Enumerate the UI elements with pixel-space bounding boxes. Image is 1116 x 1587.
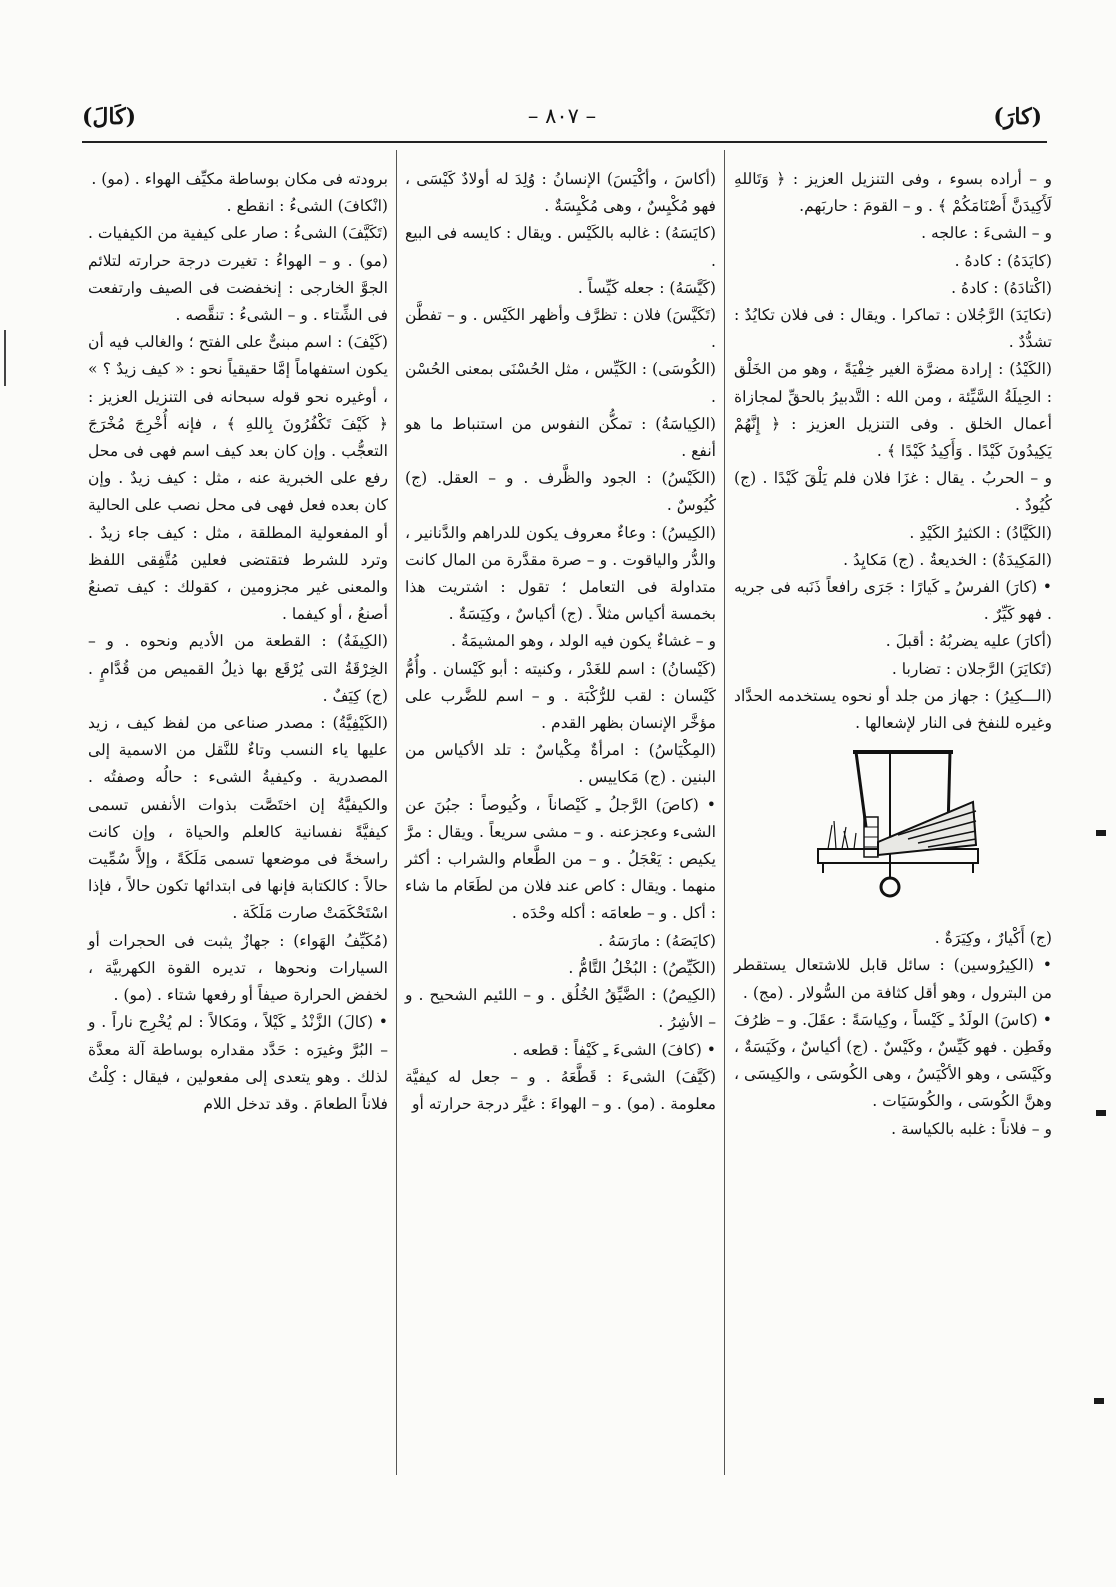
entry-paragraph: (المِكْيَاسُ) : امرأةٌ مِكْياسٌ : تلد الأكياس من البنين . (ج) مَكاييس . [405, 741, 716, 787]
entry-paragraph: • (كاصَ) الرَّجلُ ـِ كَيْصاناً ، وكُيوصاً : جبُنَ عن الشىء وعجزعنه . و – مشى سريعاً . ويقال : مرَّ يكيص : يَعْجَلُ . و – من الطَّعام والشراب : أكثر منهما . ويقال : كاص عند فلان من لطَعَام ما شاء : أكل . و – طعامَه : أكله وحْدَه . [405, 795, 716, 923]
entry-paragraph: (اكْتادَهُ) : كادهُ . [951, 278, 1052, 297]
margin-mark [1096, 1110, 1106, 1116]
entry-paragraph: (الـــكِيرُ) : جهاز من جلد أو نحوه يستخدمه الحدَّاد وغيره للنفخ فى النار لإشعالها . [734, 686, 1052, 733]
entry-paragraph: • (الكِيرُوسين) : سائل قابل للاشتعال يستقطر من البترول ، وهو أقل كثافة من السُّولار . (مج) . [734, 956, 1052, 1002]
entry-paragraph: • (كاسَ) الولَدُ ـِ كَيْساً ، وكِياسَةً : عقَلَ. و – ظرُفَ وفَطِن . فهو كَيِّسٌ ، وكَيْسٌ . (ج) أكياسٌ ، وكَيَسَةٌ ، وكَيْسَى ، وهو الأكْيَسُ ، وهى الكُوسَى ، والكِيسَى ، وهنَّ الكُوسَى ، والكُوسَيَات . [734, 1010, 1052, 1111]
entry-paragraph: (الكَيْدُ) : إرادة مضرَّة الغير خِفْيَةً ، وهو من الخَلْق : الحِيلَةُ السَّيِّئة ، ومن الله : التَّدبيرُ بالحقِّ لمجازاة أعمال الخلق . وفى التنزيل العزيز : ﴿ إِنَّهُمْ يَكِيدُونَ كَيْدًا . وَأَكِيدُ كَيْدًا ﴾ . [734, 360, 1052, 461]
entry-paragraph: (تَكايَرَ) الرَّجلان : تضاربا . [891, 659, 1052, 678]
entry-paragraph: و – الشىءَ : عالجه . [921, 224, 1052, 243]
entry-paragraph: • (كالَ) الزَّنْدُ ـِ كَيْلاً ، ومَكالاً : لم يُخْرِج ناراً . و – البُرَّ وغيرَه : حَدَّد مقداره بوساطة آلة معدَّة لذلك . وهو يتعدى إلى مفعولين ، فيقال : كِلْتُ فلاناً الطعامَ . وقد تدخل اللام [88, 1013, 388, 1113]
bellows-drawing [798, 747, 988, 905]
column-left [88, 166, 388, 1118]
column-middle [405, 166, 716, 1118]
entry-paragraph: (الكَيَّادُ) : الكثيرُ الكَيْدِ . [909, 523, 1052, 542]
entry-paragraph: (ج) أَكْيارٌ ، وكِيَرَةٌ . [934, 929, 1052, 948]
margin-mark [1094, 1398, 1104, 1404]
entry-paragraph: (الكِيسُ) : وعاءٌ معروف يكون للدراهم والدَّنانير ، والدُّر والياقوت . و – صرة مقدَّرة من المال كانت متداولة فى التعامل ؛ تقول : اشتريت هذا بخمسة أكياس مثلاً . (ج) أكياسٌ ، وكِيَسَةٌ . [405, 523, 716, 624]
entry-paragraph: و – أراده بسوء ، وفى التنزيل العزيز : ﴿ وَتَاللهِ لَأَكِيدَنَّ أَصْنَامَكُمْ ﴾ . و – القومَ : حاربَهم. [734, 170, 1052, 216]
header-left-entry: (كَالَ) [82, 104, 136, 130]
entry-paragraph: (أكارَ) عليه يضربُهُ : أقبلَ . [885, 632, 1052, 651]
entry-paragraph: (الكَيْسُ) : الجود والظَّرف . و – العقل. (ج) كُيُوسٌ . [405, 469, 716, 515]
entry-paragraph: (انْكافَ) الشىءُ : انقطع . [226, 197, 388, 216]
header-rule [82, 141, 1047, 143]
entry-paragraph: • (كافَ) الشىءَ ـِ كَيْفاً : قطعه . [512, 1040, 716, 1059]
margin-bar [4, 330, 6, 386]
bellows-illustration [734, 747, 1052, 905]
margin-mark [1096, 830, 1106, 836]
entry-paragraph: (الكِيصُ) : الضَّيِّقُ الخُلُق . و – اللئيم الشحيح . و – الأشِرُ . [405, 986, 716, 1032]
entry-paragraph: (كَيَّسَهُ) : جعله كَيِّساً . [577, 278, 716, 297]
header-right-entry: (كارَ) [993, 104, 1042, 130]
entry-paragraph: برودته فى مكان بوساطة مكيِّف الهواء . (مو) . [91, 170, 388, 188]
entry-paragraph: (أكاسَ ، وأكْيَسَ) الإنسانُ : وُلِدَ له أولادٌ كَيْسَى ، فهو مُكْيِسٌ ، وهى مُكْيِسَةٌ . [405, 170, 716, 216]
entry-paragraph: و – الحربُ . يقال : غزَا فلان فلم يَلْقَ كَيْدًا . (ج) كُيُودٌ . [734, 469, 1052, 515]
column-separator [724, 150, 725, 1475]
column-right [734, 166, 1052, 1143]
entry-paragraph: (الكِيفَةُ) : القطعة من الأديم ونحوه . و – الخِرْقَةُ التى يُرْقَع بها ذيلُ القميص من قُدَّامٍ . (ج) كِيَفٌ . [88, 632, 388, 705]
entry-paragraph: (كَيْسانُ) : اسم للغَدْر ، وكنيته : أبو كَيْسان . وأُمُّ كَيْسان : لقب للرُّكْبَة . و – اسم للضَّرب على مؤخَّر الإنسان بظهر القدم . [405, 659, 716, 733]
entry-paragraph: (كايَصَهُ) : مارَسَهُ . [598, 931, 716, 950]
entry-paragraph: • (كارَ) الفرسُ ـِ كَيارًا : جَرَى رافعاً ذَنَبه فى جريه . فهو كَيِّرٌ . [734, 578, 1052, 624]
entry-paragraph: (تكايَدَ) الرَّجُلان : تماكرا . ويقال : فى فلان تكايُدٌ : تشدُّدٌ . [734, 306, 1052, 352]
entry-paragraph: و – غشاءٌ يكون فيه الولد ، وهو المشيمَةُ . [450, 632, 716, 651]
entry-paragraph: (الكِياسَةُ) : تمكُّن النفوس من استنباط ما هو أنفع . [405, 414, 716, 461]
entry-paragraph: (كَيَّفَ) الشىءَ : قَطَّعَهُ . و – جعل له كيفيَّة معلومة . (مو) . و – الهواءَ : غيَّر درجة حرارته أو [405, 1067, 716, 1113]
entry-paragraph: (الكَيْفِيَّةُ) : مصدر صناعى من لفظ كيف ، زيد عليها ياء النسب وتاءٌ للنَّقل من الاسمية إلى المصدرية . وكيفيةُ الشىء : حالُه وصفتُه . والكيفيَّةُ إن اختَصَّت بذوات الأنفس تسمى كيفيَّةً نفسانية كالعلم والحياة ، وإن كانت راسخةً فى موضعها تسمى مَلَكَةً ، وإلاَّ سُمِّيت حالاً : كالكتابة فإنها فى ابتدائها تكون حالاً ، فإذا اسْتَحْكَمَتْ صارت مَلَكَة . [88, 714, 388, 923]
entry-paragraph: (المَكِيدَةُ) : الخديعةُ . (ج) مَكايِدُ . [843, 550, 1052, 569]
entry-paragraph: (مُكَيِّفُ الهَواء) : جهازٌ يثبت فى الحجرات أو السيارات ونحوها ، تديره القوة الكهربيَّة ، لخفض الحرارة صيفاً أو رفعها شتاء . (مو) . [88, 931, 388, 1005]
page-number: – ٨٠٧ – [527, 104, 597, 128]
entry-paragraph: (الكُوسَى) : الكَيِّس ، مثل الحُسْنَى بمعنى الحُسْن . [405, 360, 716, 406]
entry-paragraph: (كايَدَهُ) : كادهُ . [954, 251, 1052, 270]
entry-paragraph: و – فلاناً : غلبه بالكياسة . [891, 1119, 1052, 1138]
entry-paragraph: (تَكَيَّفَ) الشىءُ : صار على كيفية من الكيفيات . (مو) . و – الهواءُ : تغيرت درجة حرارته لتلائم الجوَّ الخارجى : إنخفضت فى الصيف وارتفعت فى الشِّتاء . و – الشىءُ : تنقَّصه . [88, 224, 388, 325]
entry-paragraph: (كَيْفَ) : اسم مبنىٌّ على الفتح ؛ والغالب فيه أن يكون استفهاماً إمَّا حقيقياً نحو : « كيف زيدٌ ؟ » ، أوغيره نحو قوله سبحانه فى التنزيل العزيز : ﴿ كَيْفَ تَكْفُرُونَ بِاللهِ ﴾ ، فإنه أُخْرِجَ مُخْرَجَ التعجُّب . وإن كان بعد كيف اسم فهى فى محل رفع على الخبرية عنه ، مثل : كيف زيدٌ . وإن كان بعده فعل فهى فى محل نصب على الحالية أو المفعولية المطلقة ، مثل : كيف جاء زيدٌ . وترد للشرط فتقتضى فعلين مُتَّفِقى اللفظ والمعنى غير مجزومين ، كقولك : كيف تصنعُ أصنعُ ، أو كيفما . [88, 333, 388, 624]
page-header [82, 100, 1042, 140]
entry-paragraph: (تَكَيَّسَ) فلان : تظرَّف وأظهر الكَيْس . و – تفطَّن . [405, 306, 716, 352]
entry-paragraph: (الكَيِّصُ) : البُخْلُ التَّامُّ . [568, 958, 716, 977]
column-separator [396, 150, 397, 1475]
entry-paragraph: (كايَسَهُ) : غالبه بالكَيْس . ويقال : كايسه فى البيع . [405, 224, 716, 270]
